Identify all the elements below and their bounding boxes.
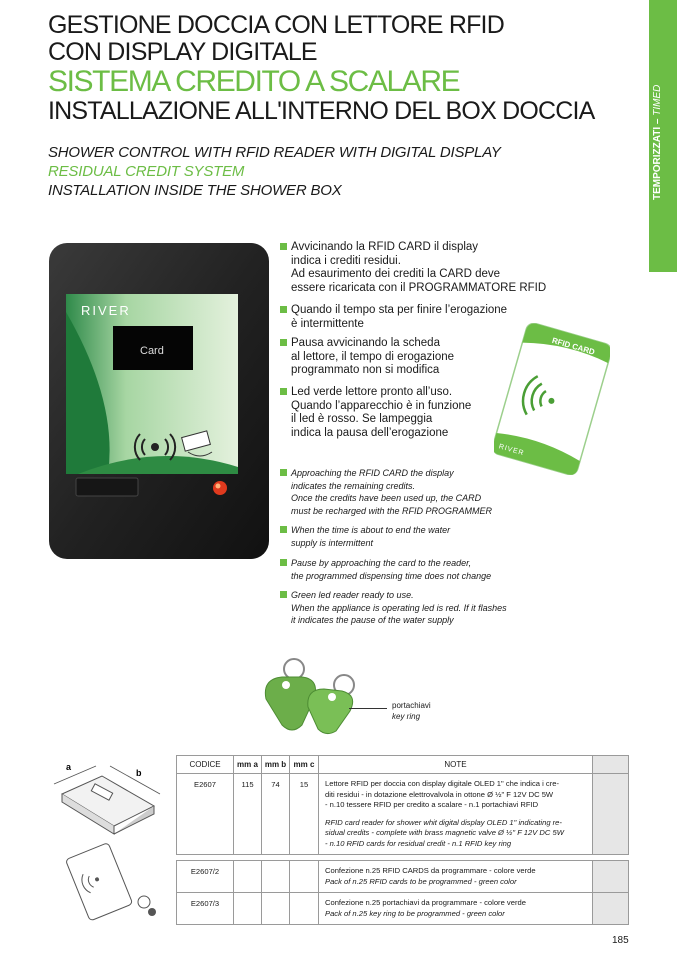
title-line2: CON DISPLAY DIGITALE xyxy=(48,38,317,66)
page-number: 185 xyxy=(612,935,629,946)
table-row: E2607/3 Confezione n.25 portachiavi da programmare - colore verde Pack of n.25 key ring to be programmed - green color xyxy=(177,893,629,925)
rfid-reader-image xyxy=(48,242,270,560)
keyring-label-en: key ring xyxy=(392,712,421,721)
keyring-leader-line xyxy=(349,708,387,709)
dimension-diagram xyxy=(40,756,168,926)
side-tab-label: TEMPORIZZATI – TIMED xyxy=(652,84,663,200)
subtitle-line1: SHOWER CONTROL WITH RFID READER WITH DIGITAL DISPLAY xyxy=(48,144,501,161)
col-header-note: NOTE xyxy=(319,756,593,774)
keyring-label-it: portachiavi xyxy=(392,701,431,710)
bullet-en-1: Approaching the RFID CARD the display indicates the remaining credits. Once the credits have been used up, the CARD must be recharged with the RFID PROGRAMMER xyxy=(291,467,492,517)
rfid-card-image xyxy=(494,323,610,475)
dim-b-label: b xyxy=(136,768,142,778)
title-green: SISTEMA CREDITO A SCALARE xyxy=(48,65,460,98)
title-line4: INSTALLAZIONE ALL'INTERNO DEL BOX DOCCIA xyxy=(48,97,595,125)
col-header-code: CODICE xyxy=(177,756,234,774)
col-header-a: mm a xyxy=(234,756,262,774)
key-ring-image xyxy=(258,655,362,735)
table-row: E2607/2 Confezione n.25 RFID CARDS da programmare - colore verde Pack of n.25 RFID cards to be programmed - green color xyxy=(177,861,629,893)
device-display-text: Card xyxy=(140,345,164,357)
title-line1: GESTIONE DOCCIA CON LETTORE RFID xyxy=(48,11,504,39)
bullet-it-4: Led verde lettore pronto all’uso. Quando l’apparecchio è in funzione il led è rosso. Se lampeggia indica la pausa dell’erogazione xyxy=(291,386,471,440)
device-brand: RIVER xyxy=(81,303,131,318)
bullet-en-4: Green led reader ready to use. When the appliance is operating led is red. If it flashes it indicates the pause of the water supply xyxy=(291,589,507,627)
card-brand: RIVER xyxy=(497,443,526,458)
bullet-it-1: Avvicinando la RFID CARD il display indica i crediti residui. Ad esaurimento dei crediti la CARD deve essere ricaricata con il PROGRAMMATORE RFID xyxy=(291,241,546,295)
product-table xyxy=(176,755,629,855)
bullet-it-2: Quando il tempo sta per finire l’erogazione è intermittente xyxy=(291,304,507,331)
accessory-table xyxy=(176,860,629,925)
subtitle-line3: INSTALLATION INSIDE THE SHOWER BOX xyxy=(48,182,342,199)
bullet-en-3: Pause by approaching the card to the reader, the programmed dispensing time does not change xyxy=(291,557,491,582)
dim-a-label: a xyxy=(66,762,72,772)
col-header-c: mm c xyxy=(290,756,319,774)
col-header-b: mm b xyxy=(262,756,290,774)
subtitle-line2: RESIDUAL CREDIT SYSTEM xyxy=(48,163,245,180)
bullet-en-2: When the time is about to end the water supply is intermittent xyxy=(291,524,450,549)
card-label: RFID CARD xyxy=(550,335,596,357)
table-row: E2607 115 74 15 Lettore RFID per doccia con display digitale OLED 1" che indica i cre- diti residui - in dotazione elettrovalvola in ottone Ø ½" F 12V DC 5W - n.10 tessere RFID per credito a scalare - n.1 portachiavi RFID RFID card reader for shower whit digital display OLED 1" indicating re- sidual credits - complete with brass magnetic valve Ø ½" F 12V DC 5W - n.10 RFID cards for residual credit - n.1 RFID key ring xyxy=(177,774,629,855)
bullet-it-3: Pausa avvicinando la scheda al lettore, il tempo di erogazione programmato non si modifica xyxy=(291,337,454,378)
